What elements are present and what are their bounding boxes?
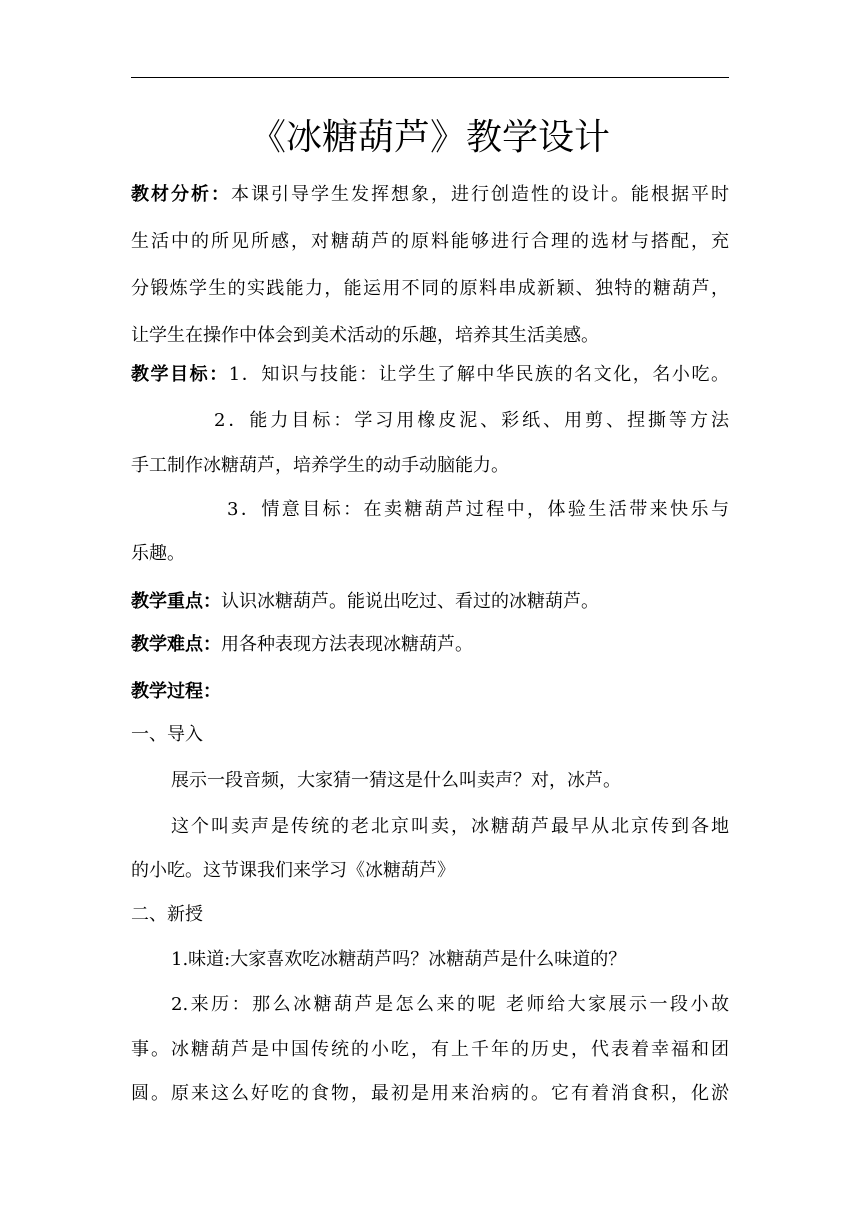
key-point-text: 认识冰糖葫芦。能说出吃过、看过的冰糖葫芦。 bbox=[221, 591, 599, 612]
section-2-para-2-line-1: 2.来历：那么冰糖葫芦是怎么来的呢 老师给大家展示一段小故 bbox=[171, 994, 729, 1015]
key-point-line bbox=[131, 587, 729, 617]
difficulty-text: 用各种表现方法表现冰糖葫芦。 bbox=[221, 634, 473, 655]
section-2-para-2-line-3: 圆。原来这么好吃的食物，最初是用来治病的。它有着消食积，化淤 bbox=[131, 1083, 729, 1104]
analysis-line-2: 生活中的所见所感，对糖葫芦的原料能够进行合理的选材与搭配，充 bbox=[131, 231, 729, 252]
section-1-para-2-line-2: 的小吃。这节课我们来学习《冰糖葫芦》 bbox=[131, 860, 455, 881]
goals-line-1 bbox=[131, 360, 729, 390]
goal-1-text: 1．知识与技能：让学生了解中华民族的名文化，名小吃。 bbox=[228, 364, 730, 385]
analysis-line-4: 让学生在操作中体会到美术活动的乐趣，培养其生活美感。 bbox=[131, 325, 599, 346]
section-1-para-1: 展示一段音频，大家猜一猜这是什么叫卖声？对，冰芦。 bbox=[171, 770, 621, 791]
section-2-para-1: 1.味道:大家喜欢吃冰糖葫芦吗？冰糖葫芦是什么味道的？ bbox=[171, 949, 627, 970]
goals-label: 教学目标： bbox=[131, 364, 229, 385]
analysis-text-1: 本课引导学生发挥想象，进行创造性的设计。能根据平时 bbox=[231, 184, 729, 205]
section-1-heading: 一、导入 bbox=[131, 724, 203, 745]
goal-3-line-1: 3．情意目标：在卖糖葫芦过程中，体验生活带来快乐与 bbox=[227, 499, 729, 520]
goal-2-line-2: 手工制作冰糖葫芦，培养学生的动手动脑能力。 bbox=[131, 455, 509, 476]
key-point-label: 教学重点： bbox=[131, 591, 221, 612]
section-2-heading: 二、新授 bbox=[131, 904, 203, 925]
header-rule bbox=[131, 77, 729, 78]
document-title: 《冰糖葫芦》教学设计 bbox=[249, 117, 610, 158]
difficulty-line bbox=[131, 630, 729, 660]
difficulty-label: 教学难点： bbox=[131, 634, 221, 655]
section-2-para-2-line-2: 事。冰糖葫芦是中国传统的小吃，有上千年的历史，代表着幸福和团 bbox=[131, 1039, 729, 1060]
section-1-para-2-line-1: 这个叫卖声是传统的老北京叫卖，冰糖葫芦最早从北京传到各地 bbox=[171, 816, 729, 837]
analysis-label: 教材分析： bbox=[131, 184, 231, 205]
analysis-line-1 bbox=[131, 180, 729, 210]
goal-3-line-2: 乐趣。 bbox=[131, 543, 185, 564]
goal-2-line-1: 2．能力目标：学习用橡皮泥、彩纸、用剪、捏撕等方法 bbox=[214, 410, 729, 431]
analysis-line-3: 分锻炼学生的实践能力，能运用不同的原料串成新颖、独特的糖葫芦， bbox=[131, 278, 729, 299]
process-label: 教学过程： bbox=[131, 681, 221, 702]
